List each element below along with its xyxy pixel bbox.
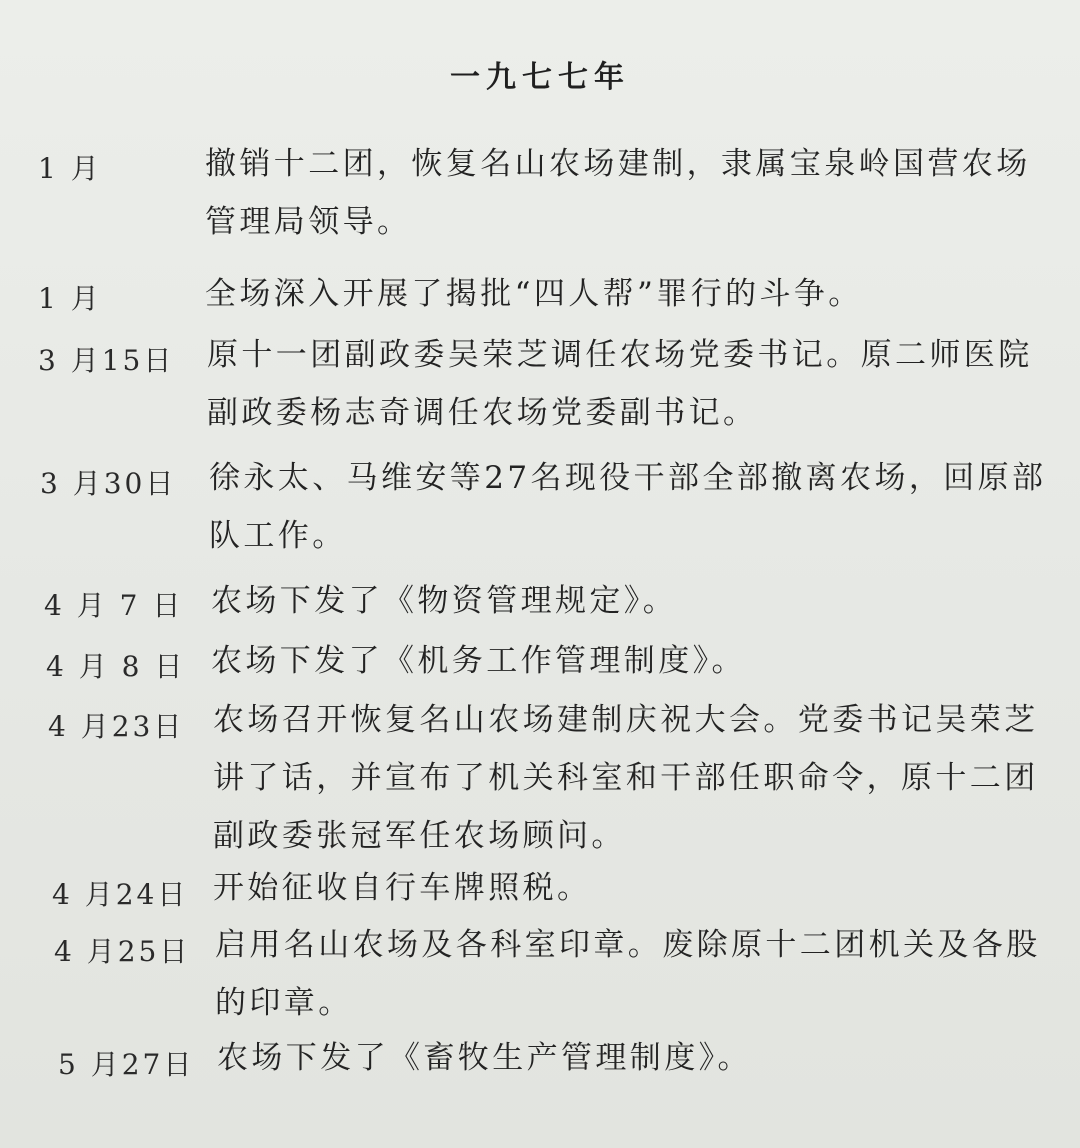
entry-date: 4 月23日 [48, 710, 185, 743]
entry-text: 开始征收自行车牌照税。 [213, 870, 592, 906]
entry-text: 农场下发了《物资管理规定》。 [211, 583, 678, 619]
entry-date: 4 月 8 日 [46, 650, 186, 683]
entry-text: 农场下发了《畜牧生产管理制度》。 [217, 1040, 752, 1076]
entry-text: 原十一团副政委吴荣芝调任农场党委书记。原二师医院副政委杨志奇调任农场党委副书记。 [207, 337, 1033, 431]
entry-date: 4 月 7 日 [44, 589, 184, 622]
entry-text: 农场下发了《机务工作管理制度》。 [211, 643, 746, 679]
entry-date: 5 月27日 [58, 1048, 195, 1081]
page-title: 一九七七年 [450, 60, 630, 95]
entry-text: 徐永太、马维安等27名现役干部全部撤离农场，回原部队工作。 [209, 460, 1047, 554]
entry-date: 4 月24日 [52, 878, 189, 911]
entry-text: 全场深入开展了揭批“四人帮”罪行的斗争。 [205, 276, 863, 312]
entry-date: 3 月15日 [38, 344, 175, 377]
entry-text: 启用名山农场及各科室印章。废除原十二团机关及各股的印章。 [215, 927, 1041, 1021]
entry-text: 撤销十二团，恢复名山农场建制，隶属宝泉岭国营农场管理局领导。 [205, 146, 1031, 240]
entry-text: 农场召开恢复名山农场建制庆祝大会。党委书记吴荣芝讲了话，并宣布了机关科室和干部任职命令，原十二团副政委张冠军任农场顾问。 [213, 702, 1039, 854]
entry-date: 4 月25日 [54, 935, 191, 968]
entry-date: 1 月 [38, 152, 102, 185]
entry-date: 1 月 [38, 282, 102, 315]
entry-date: 3 月30日 [40, 467, 177, 500]
